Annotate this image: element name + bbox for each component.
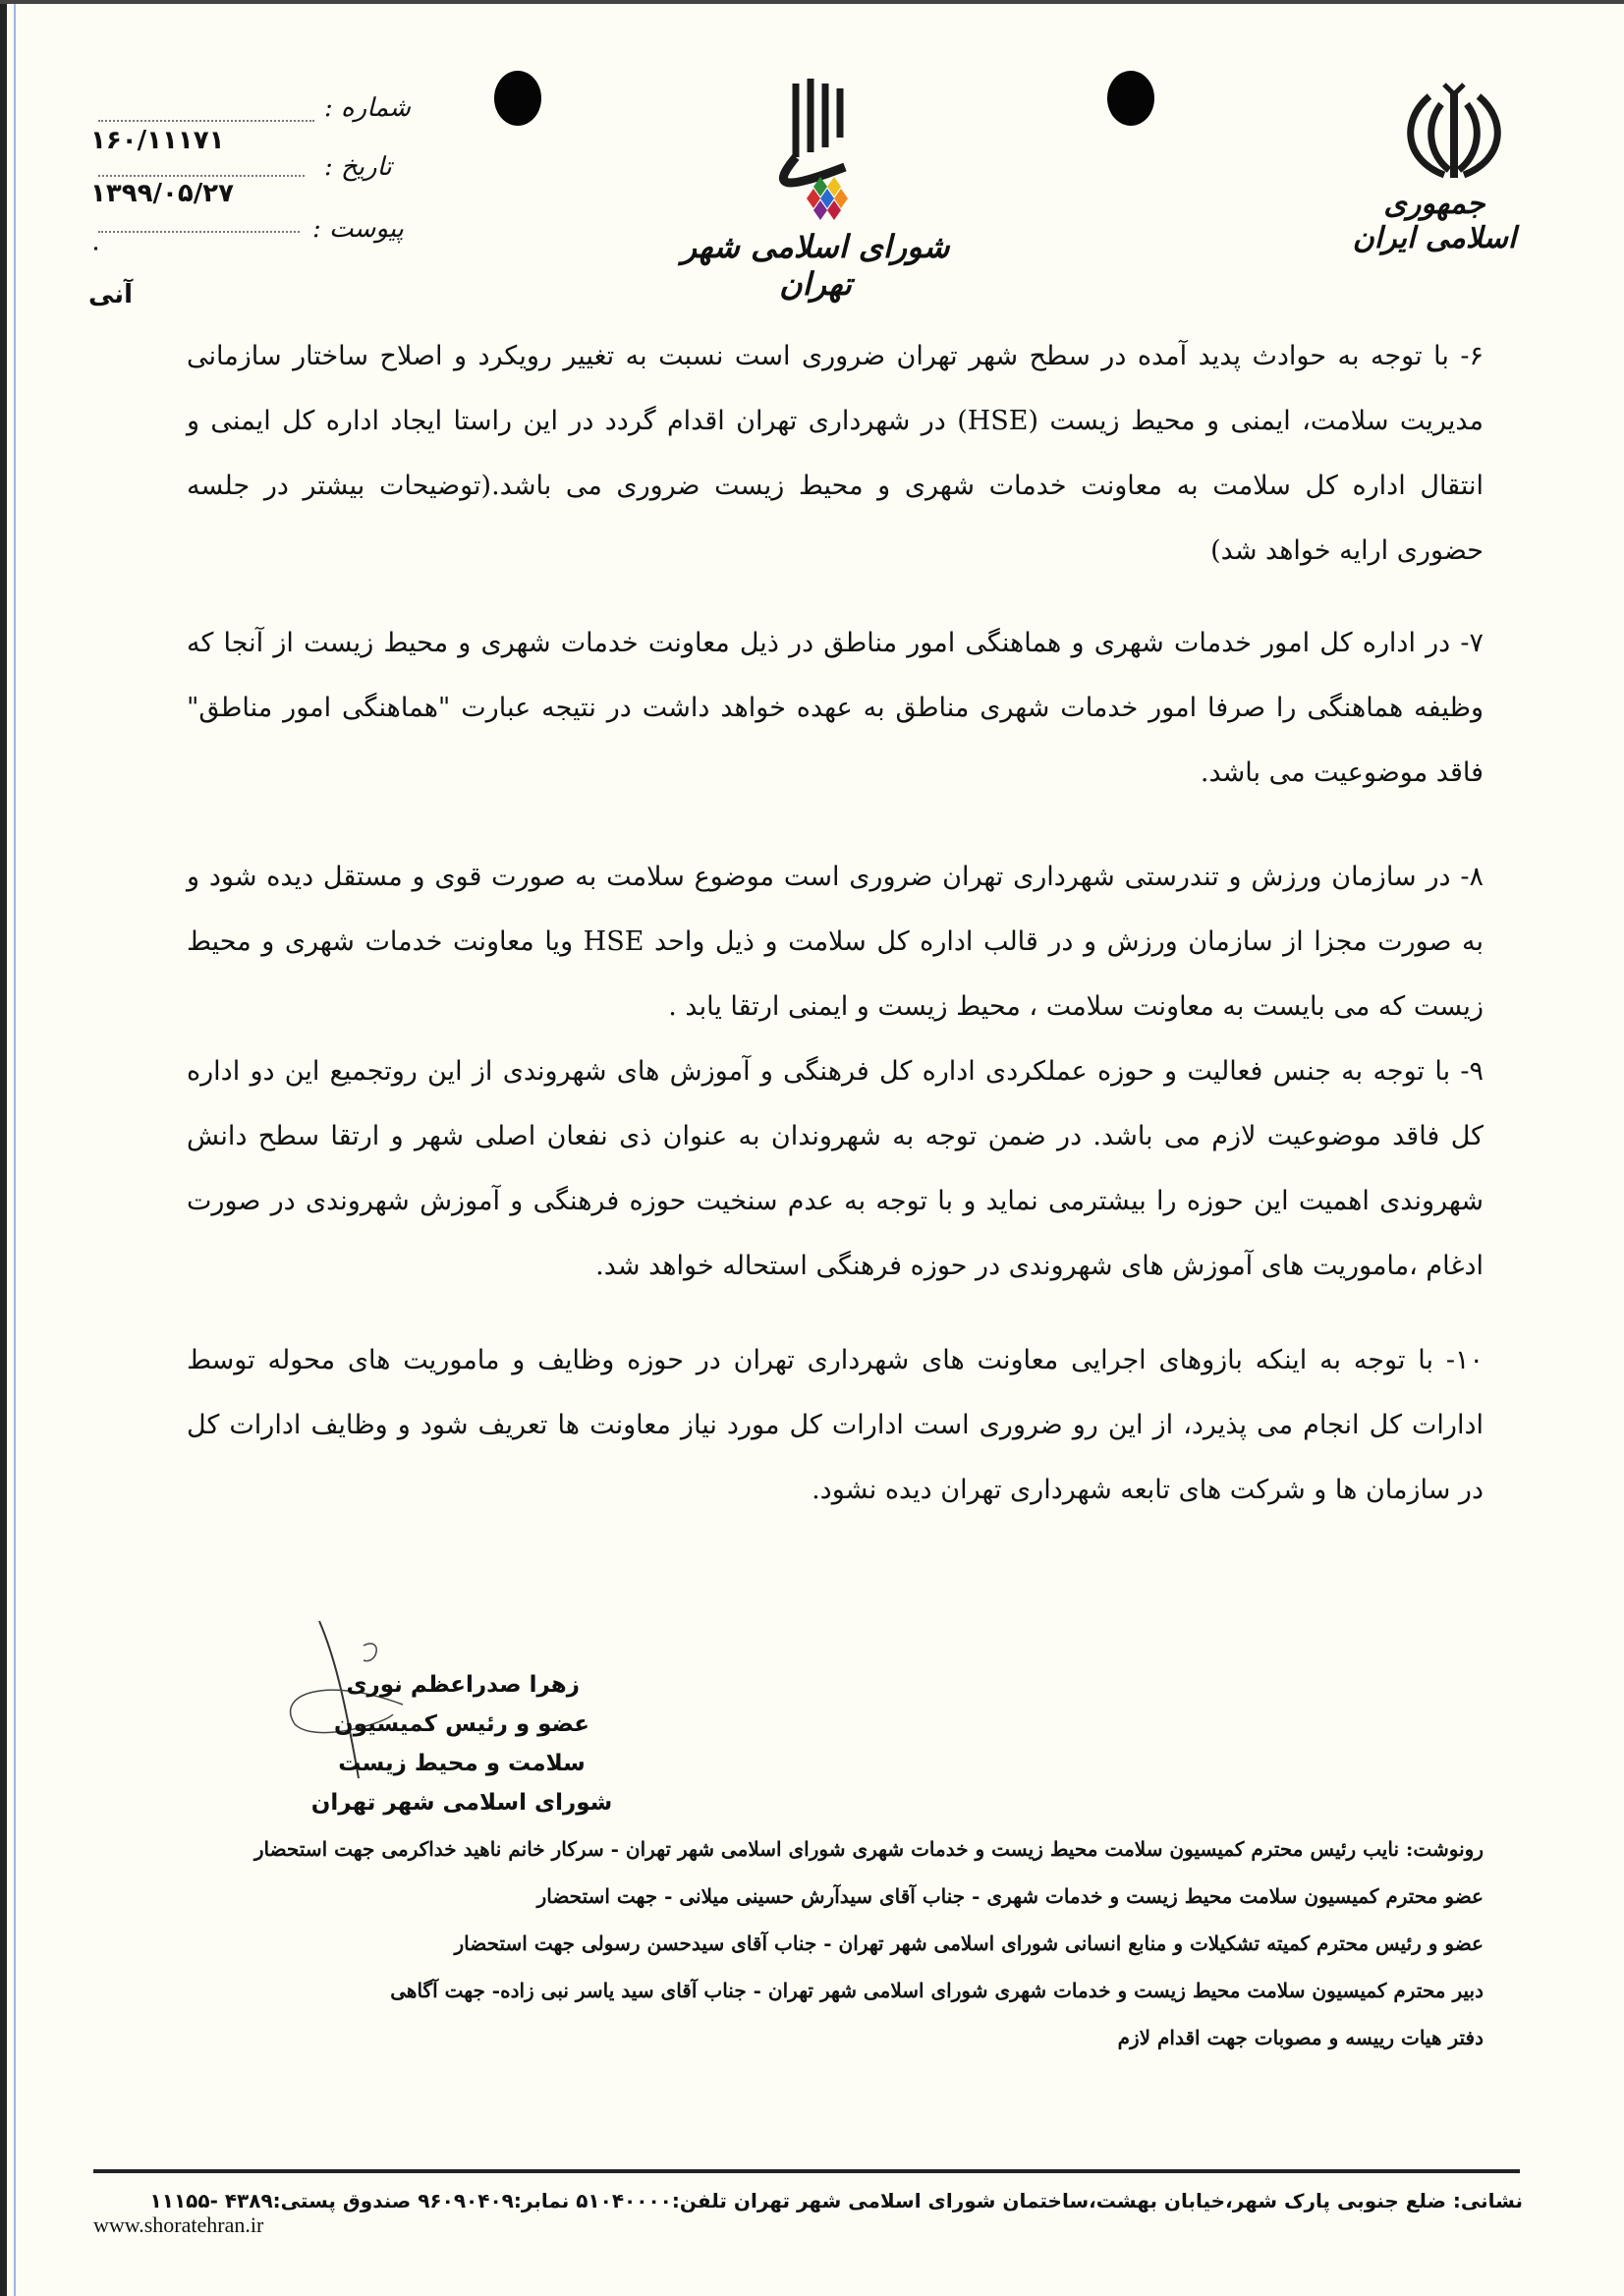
attachment-value: ۰ xyxy=(90,238,101,258)
scan-edge xyxy=(0,0,7,2296)
letter-number: ۱۶۰/۱۱۱۷۱ xyxy=(90,126,225,155)
punch-hole xyxy=(494,71,541,126)
council-logo-caption: شورای اسلامی شهر تهران xyxy=(681,228,950,303)
footer-divider xyxy=(93,2169,1520,2173)
attachment-dotted-line xyxy=(98,231,300,233)
urgency-label: آنی xyxy=(88,280,133,309)
signer-name: زهرا صدراعظم نوری xyxy=(346,1672,580,1698)
signer-organization: شورای اسلامی شهر تهران xyxy=(310,1790,613,1816)
signer-block xyxy=(295,1665,629,1822)
margin-line xyxy=(14,0,16,2296)
paragraph-7 xyxy=(187,611,1484,806)
paragraph-text: ۱۰- با توجه به اینکه بازوهای اجرایی معاونت های شهرداری تهران در حوزه وظایف و ماموریت های محوله توسط ادارات کل انجام می پذیرد، از این رو ضروری است ادارات کل مورد نیاز معاونت ها تعریف شود و وظایف ادارات کل در سازمان ها و شرکت های تابعه شهرداری تهران دیده نشود. xyxy=(187,1345,1484,1505)
cc-list xyxy=(187,1825,1484,2061)
emblem-caption: جمهوری اسلامی ایران xyxy=(1352,187,1517,255)
paragraph-text: ۶- با توجه به حوادث پدید آمده در سطح شهر تهران ضروری است نسبت به تغییر رویکرد و اصلاح ساختار سازمانی مدیریت سلامت، ایمنی و محیط زیست (HSE) در شهرداری تهران اقدام گردد در این راستا ایجاد اداره کل ایمنی و انتقال اداره کل سلامت به معاونت خدمات شهری و محیط زیست ضروری می باشد.(توضیحات بیشتر در جلسه حضوری ارایه خواهد شد) xyxy=(187,341,1484,566)
cc-item: دبیر محترم کمیسیون سلامت محیط زیست و خدمات شهری شورای اسلامی شهر تهران - جناب آقای سید یاسر نبی زاده- جهت آگاهی xyxy=(390,1979,1484,2002)
paragraph-9 xyxy=(187,1039,1484,1299)
cc-item: عضو و رئیس محترم کمیته تشکیلات و منابع انسانی شورای اسلامی شهر تهران - جناب آقای سیدحسن رسولی جهت استحضار xyxy=(454,1932,1484,1955)
paragraph-text: ۸- در سازمان ورزش و تندرستی شهرداری تهران ضروری است موضوع سلامت به صورت قوی و مستقل دیده شود و به صورت مجزا از سازمان ورزش و در قالب اداره کل سلامت و ذیل واحد HSE ویا معاونت خدمات شهری و محیط زیست که می بایست به معاونت سلامت ، محیط زیست و ایمنی ارتقا یابد . xyxy=(187,862,1484,1022)
paragraph-text: ۷- در اداره کل امور خدمات شهری و هماهنگی امور مناطق در ذیل معاونت خدمات شهری و محیط زیست از آنجا که وظیفه هماهنگی را صرفا امور خدمات شهری مناطق به عهده خواهد داشت در نتیجه عبارت "هماهنگی امور مناطق" فاقد موضوعیت می باشد. xyxy=(187,628,1484,788)
paragraph-8 xyxy=(187,845,1484,1039)
letter-date: ۱۳۹۹/۰۵/۲۷ xyxy=(90,179,234,208)
iran-emblem-icon xyxy=(1390,77,1518,185)
attachment-label: پیوست : xyxy=(312,214,404,244)
number-label: شماره : xyxy=(324,93,411,123)
date-dotted-line xyxy=(98,175,305,177)
paragraph-6 xyxy=(187,324,1484,584)
paragraph-text: ۹- با توجه به جنس فعالیت و حوزه عملکردی اداره کل فرهنگی و آموزش های شهروندی از این روتجمیع این دو اداره کل فاقد موضوعیت لازم می باشد. در ضمن توجه به شهروندان به عنوان ذی نفعان اصلی شهر و ارتقا سطح دانش شهروندی اهمیت این حوزه را بیشترمی نماید و با توجه به عدم سنخیت حوزه فرهنگی و آموزش شهروندی در صورت ادغام ،ماموریت های آموزش های شهروندی در حوزه فرهنگی استحاله خواهد شد. xyxy=(187,1056,1484,1281)
cc-item: دفتر هیات رییسه و مصوبات جهت اقدام لازم xyxy=(1117,2026,1484,2049)
punch-hole xyxy=(1107,71,1154,126)
footer-address: نشانی: ضلع جنوبی پارک شهر،خیابان بهشت،ساختمان شورای اسلامی شهر تهران تلفن:۵۱۰۴۰۰۰۰ نمابر:۹۶۰۹۰۴۰۹ صندوق پستی:۴۳۸۹ -۱۱۱۵۵ xyxy=(149,2189,1523,2212)
paragraph-10 xyxy=(187,1328,1484,1523)
date-label: تاریخ : xyxy=(324,152,392,182)
number-dotted-line xyxy=(98,120,314,122)
scan-top-edge xyxy=(0,0,1624,4)
signer-title: عضو و رئیس کمیسیون سلامت و محیط زیست xyxy=(334,1711,589,1776)
cc-item: عضو محترم کمیسیون سلامت محیط زیست و خدمات شهری - جناب آقای سیدآرش حسینی میلانی - جهت استحضار xyxy=(536,1884,1484,1908)
cc-item: رونوشت: نایب رئیس محترم کمیسیون سلامت محیط زیست و خدمات شهری شورای اسلامی شهر تهران - سرکار خانم ناهید خداکرمی جهت استحضار xyxy=(253,1837,1484,1861)
footer-website[interactable]: www.shoratehran.ir xyxy=(93,2212,264,2237)
tehran-council-logo-icon xyxy=(756,69,865,236)
footer xyxy=(93,2189,1523,2238)
